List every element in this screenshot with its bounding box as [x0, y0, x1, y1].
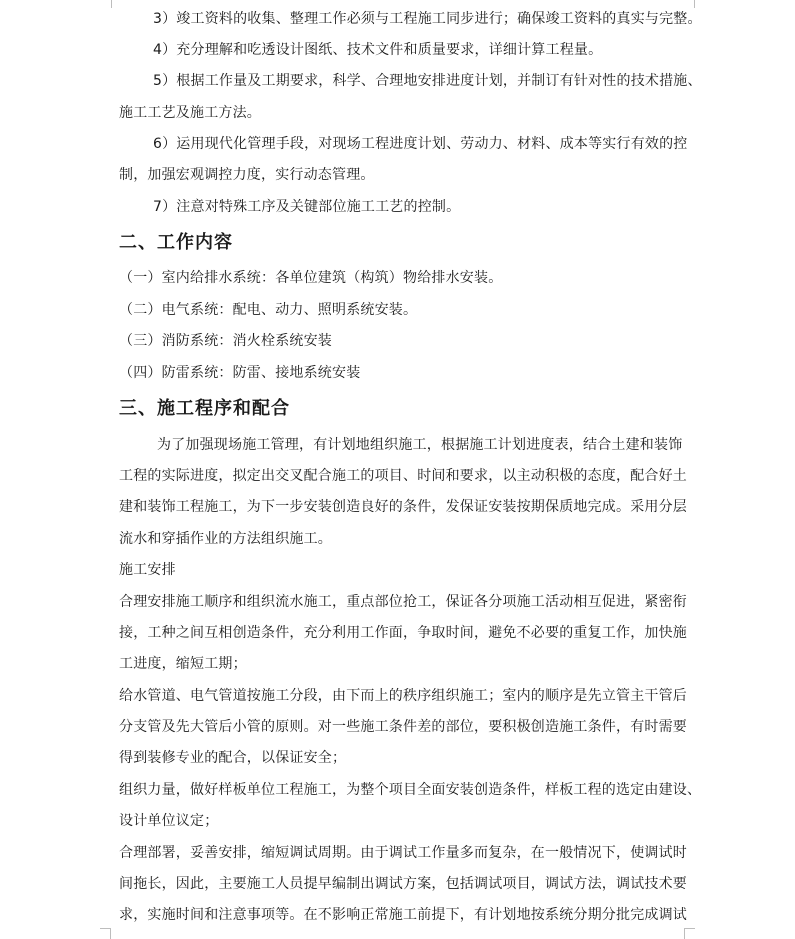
- paragraph-line: 组织力量，做好样板单位工程施工，为整个项目全面安装创造条件，样板工程的选定由建设、: [119, 782, 702, 798]
- paragraph-line: 合理安排施工顺序和组织流水施工，重点部位抢工，保证各分项施工活动相互促进，紧密衔: [119, 594, 687, 610]
- page-corner-mark: [684, 0, 695, 8]
- paragraph-line: 7）注意对特殊工序及关键部位施工工艺的控制。: [153, 199, 461, 215]
- paragraph-line: 建和装饰工程施工，为下一步安装创造良好的条件，发保证安装按期保质地完成。采用分层: [119, 499, 687, 515]
- paragraph-line: 求，实施时间和注意事项等。在不影响正常施工前提下，有计划地按系统分期分批完成调试: [119, 907, 687, 923]
- paragraph-line: 工进度，缩短工期；: [119, 656, 247, 672]
- paragraph-line: 制，加强宏观调控力度，实行动态管理。: [119, 167, 375, 183]
- paragraph-line: 合理部署，妥善安排，缩短调试周期。由于调试工作量多而复杂，在一般情况下，使调试时: [119, 845, 687, 861]
- page-corner-mark: [684, 928, 695, 939]
- paragraph-line: 3）竣工资料的收集、整理工作必须与工程施工同步进行；确保竣工资料的真实与完整。: [153, 11, 702, 27]
- subheading: 施工安排: [119, 562, 176, 578]
- paragraph-line: 给水管道、电气管道按施工分段，由下而上的秩序组织施工；室内的顺序是先立管主干管后: [119, 688, 687, 704]
- page-corner-mark: [100, 928, 111, 939]
- list-item: （二）电气系统：配电、动力、照明系统安装。: [119, 302, 418, 318]
- list-item: （三）消防系统：消火栓系统安装: [119, 333, 332, 349]
- paragraph-line: 工程的实际进度，拟定出交叉配合施工的项目、时间和要求，以主动积极的态度，配合好土: [119, 468, 687, 484]
- paragraph-line: 施工工艺及施工方法。: [119, 105, 261, 121]
- section-heading: 三、施工程序和配合: [119, 398, 290, 419]
- paragraph-line: 间拖长，因此，主要施工人员提早编制出调试方案，包括调试项目，调试方法，调试技术要: [119, 876, 687, 892]
- paragraph-line: 6）运用现代化管理手段，对现场工程进度计划、劳动力、材料、成本等实行有效的控: [153, 136, 688, 152]
- paragraph-line: 5）根据工作量及工期要求，科学、合理地安排进度计划，并制订有针对性的技术措施、: [153, 73, 702, 89]
- paragraph-line: 为了加强现场施工管理，有计划地组织施工，根据施工计划进度表，结合土建和装饰: [157, 437, 683, 453]
- paragraph-line: 得到装修专业的配合，以保证安全；: [119, 750, 347, 766]
- page-corner-mark: [111, 0, 122, 8]
- section-heading: 二、工作内容: [119, 232, 233, 253]
- paragraph-line: 分支管及先大管后小管的原则。对一些施工条件差的部位，要积极创造施工条件，有时需要: [119, 719, 687, 735]
- list-item: （一）室内给排水系统：各单位建筑（构筑）物给排水安装。: [119, 270, 503, 286]
- paragraph-line: 4）充分理解和吃透设计图纸、技术文件和质量要求，详细计算工程量。: [153, 42, 603, 58]
- list-item: （四）防雷系统：防雷、接地系统安装: [119, 365, 361, 381]
- paragraph-line: 接，工种之间互相创造条件，充分利用工作面，争取时间，避免不必要的重复工作，加快施: [119, 625, 687, 641]
- paragraph-line: 设计单位议定；: [119, 813, 219, 829]
- paragraph-line: 流水和穿插作业的方法组织施工。: [119, 531, 332, 547]
